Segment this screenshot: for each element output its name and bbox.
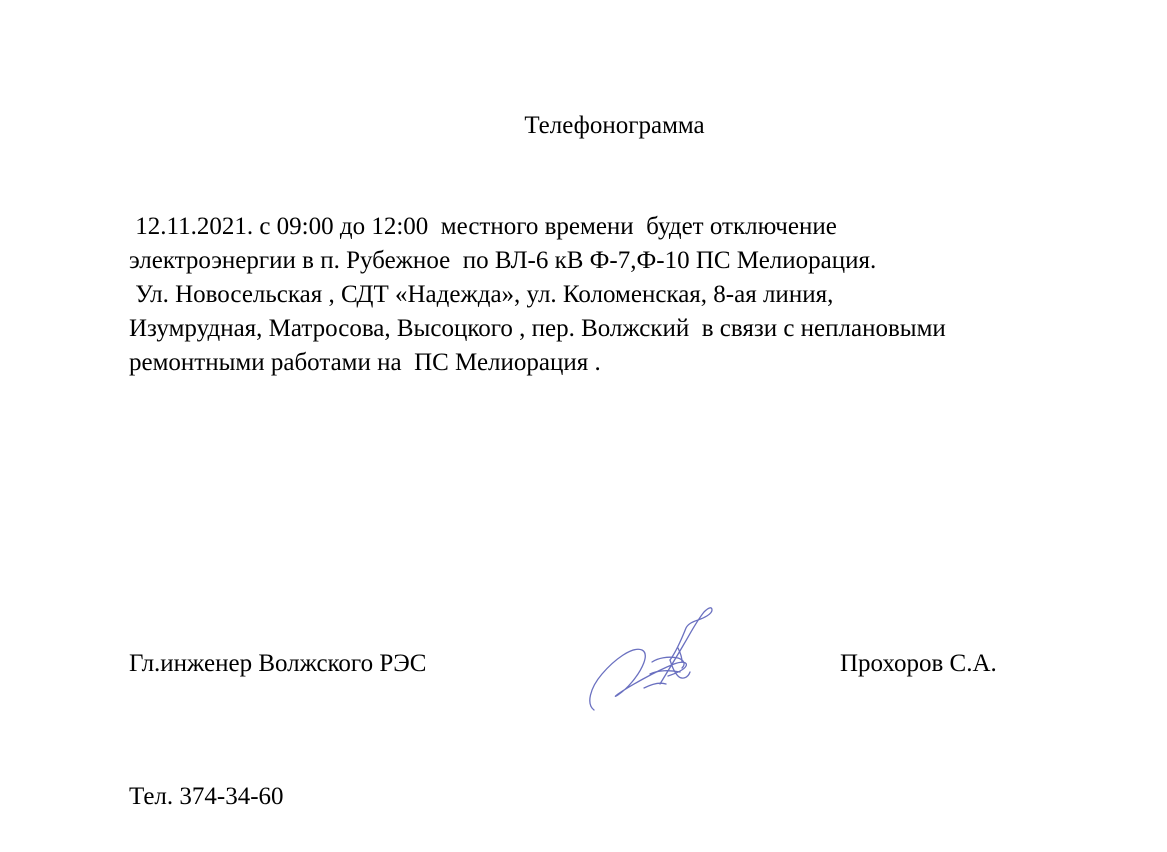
body-line: Ул. Новосельская , СДТ «Надежда», ул. Коломенская, 8-ая линия, [129,281,834,308]
handwritten-signature [582,600,717,718]
body-line: Изумрудная, Матросова, Высоцкого , пер. Волжский в связи с неплановыми [129,315,946,342]
body-line: 12.11.2021. с 09:00 до 12:00 местного времени будет отключение [129,213,837,240]
signatory-position: Гл.инженер Волжского РЭС [129,650,427,677]
body-line: электроэнергии в п. Рубежное по ВЛ-6 кВ Ф-7,Ф-10 ПС Мелиорация. [129,247,877,274]
phone-number: Тел. 374-34-60 [129,783,284,810]
document-body [129,210,1129,380]
document-title: Телефонограмма [524,112,705,139]
signatory-name: Прохоров С.А. [840,650,997,677]
body-line: ремонтными работами на ПС Мелиорация . [129,349,601,376]
